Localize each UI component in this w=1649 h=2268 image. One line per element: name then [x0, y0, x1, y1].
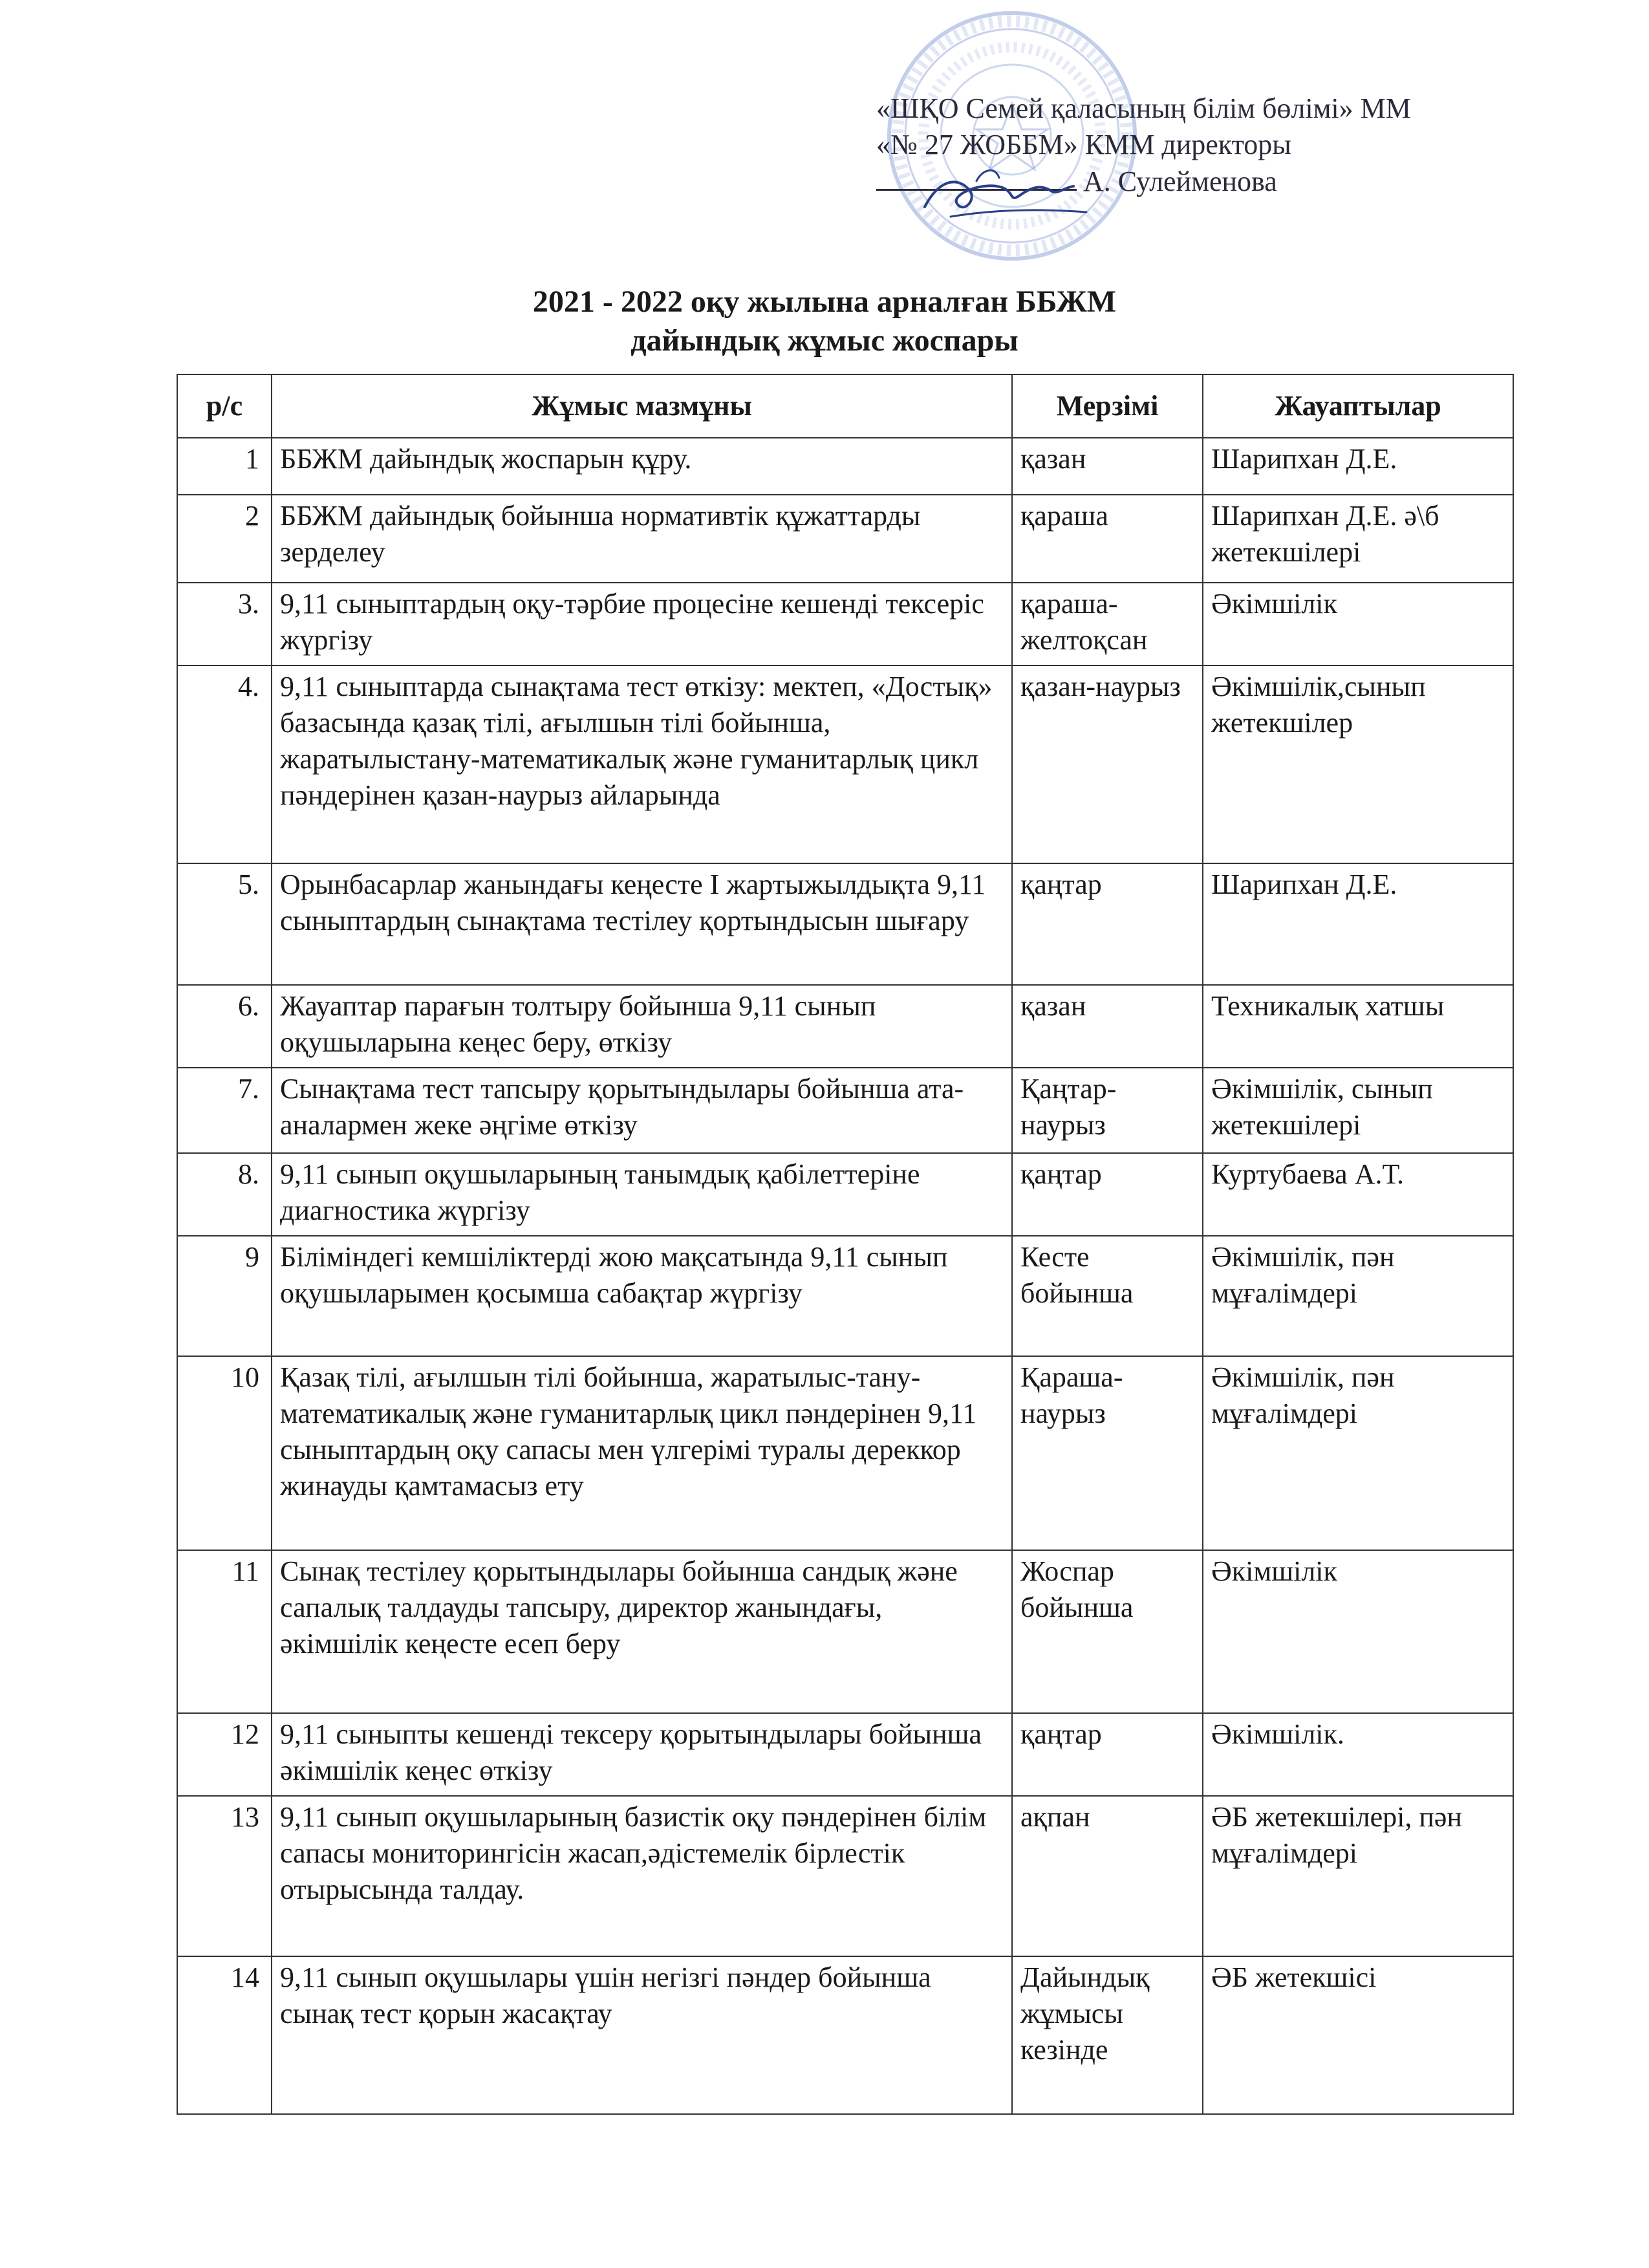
row-content: Сынақ тестілеу қорытындылары бойынша сандық және сапалық талдауды тапсыру, директор жанындағы, әкімшілік кеңесте есеп беру	[272, 1550, 1012, 1713]
row-num: 5.	[177, 863, 272, 985]
row-responsible: Техникалық хатшы	[1203, 985, 1513, 1068]
row-content: 9,11 сыныптардың оқу-тәрбие процесіне кешенді тексеріс жүргізу	[272, 583, 1012, 665]
row-num: 14	[177, 1956, 272, 2114]
document-title: 2021 - 2022 оқу жылына арналған ББЖМ	[532, 285, 1117, 319]
row-term: қазан	[1012, 985, 1203, 1068]
row-responsible: Әкімшілік, пән мұғалімдері	[1203, 1236, 1513, 1356]
row-num: 10	[177, 1356, 272, 1550]
row-term: қаңтар	[1012, 1153, 1203, 1236]
row-num: 4.	[177, 665, 272, 863]
row-num: 2	[177, 495, 272, 583]
row-num: 7.	[177, 1068, 272, 1153]
table-row	[177, 985, 1513, 1068]
header-num: р/с	[177, 374, 272, 438]
row-responsible: Шарипхан Д.Е.	[1203, 863, 1513, 985]
row-responsible: Әкімшілік, сынып жетекшілері	[1203, 1068, 1513, 1153]
row-num: 11	[177, 1550, 272, 1713]
row-num: 3.	[177, 583, 272, 665]
table-row	[177, 1796, 1513, 1956]
header-term: Мерзімі	[1012, 374, 1203, 438]
row-responsible: Әкімшілік	[1203, 1550, 1513, 1713]
table-row	[177, 583, 1513, 665]
row-content: 9,11 сыныптарда сынақтама тест өткізу: мектеп, «Достық» базасында қазақ тілі, ағылшын тілі бойынша, жаратылыстану-математикалық және гуманитарлық цикл пәндерінен қазан-наурыз айларында	[272, 665, 1012, 863]
table-row	[177, 1550, 1513, 1713]
row-term: қараша	[1012, 495, 1203, 583]
approval-position: «№ 27 ЖОББМ» КММ директоры	[876, 129, 1291, 160]
approval-organization: «ШҚО Семей қаласының білім бөлімі» ММ	[876, 92, 1411, 124]
row-content: Біліміндегі кемшіліктерді жою мақсатында 9,11 сынып оқушыларымен қосымша сабақтар жүргізу	[272, 1236, 1012, 1356]
row-responsible: Әкімшілік	[1203, 583, 1513, 665]
row-term: ақпан	[1012, 1796, 1203, 1956]
row-responsible: Шарипхан Д.Е.	[1203, 438, 1513, 495]
row-num: 12	[177, 1713, 272, 1796]
table-row	[177, 495, 1513, 583]
row-num: 1	[177, 438, 272, 495]
row-content: 9,11 сынып оқушыларының базистік оқу пәндерінен білім сапасы мониторингісін жасап,әдістемелік бірлестік отырысында талдау.	[272, 1796, 1012, 1956]
row-content: Сынақтама тест тапсыру қорытындылары бойынша ата-аналармен жеке әңгіме өткізу	[272, 1068, 1012, 1153]
table-row	[177, 438, 1513, 495]
row-responsible: Шарипхан Д.Е. ә\б жетекшілері	[1203, 495, 1513, 583]
header-content: Жұмыс мазмұны	[272, 374, 1012, 438]
row-term: Дайындық жұмысы кезінде	[1012, 1956, 1203, 2114]
row-content: 9,11 сыныпты кешенді тексеру қорытындылары бойынша әкімшілік кеңес өткізу	[272, 1713, 1012, 1796]
row-responsible: Әкімшілік.	[1203, 1713, 1513, 1796]
row-content: 9,11 сынып оқушылары үшін негізгі пәндер бойынша сынақ тест қорын жасақтау	[272, 1956, 1012, 2114]
row-responsible: ӘБ жетекшілері, пән мұғалімдері	[1203, 1796, 1513, 1956]
row-term: қазан	[1012, 438, 1203, 495]
row-responsible: ӘБ жетекшісі	[1203, 1956, 1513, 2114]
row-num: 6.	[177, 985, 272, 1068]
row-num: 9	[177, 1236, 272, 1356]
row-content: Орынбасарлар жанындағы кеңесте I жартыжылдықта 9,11 сыныптардың сынақтама тестілеу қортындысын шығару	[272, 863, 1012, 985]
table-row	[177, 1236, 1513, 1356]
row-term: қазан-наурыз	[1012, 665, 1203, 863]
table-row	[177, 1713, 1513, 1796]
header-responsible: Жауаптылар	[1203, 374, 1513, 438]
row-term: Қаңтар-наурыз	[1012, 1068, 1203, 1153]
table-row	[177, 665, 1513, 863]
approval-signer-name: А. Сулейменова	[1083, 166, 1277, 197]
row-term: қаңтар	[1012, 1713, 1203, 1796]
row-term: Кесте бойынша	[1012, 1236, 1203, 1356]
row-responsible: Әкімшілік, пән мұғалімдері	[1203, 1356, 1513, 1550]
table-row	[177, 1956, 1513, 2114]
row-responsible: Әкімшілік,сынып жетекшілер	[1203, 665, 1513, 863]
work-plan-table	[177, 374, 1514, 2115]
table-row	[177, 1068, 1513, 1153]
row-term: Жоспар бойынша	[1012, 1550, 1203, 1713]
handwritten-signature-icon	[912, 155, 1106, 226]
document-subtitle: дайындық жұмыс жоспары	[630, 323, 1018, 358]
row-content: Жауаптар парағын толтыру бойынша 9,11 сынып оқушыларына кеңес беру, өткізу	[272, 985, 1012, 1068]
row-term: қаңтар	[1012, 863, 1203, 985]
row-term: қараша-желтоқсан	[1012, 583, 1203, 665]
table-row	[177, 863, 1513, 985]
row-content: Қазақ тілі, ағылшын тілі бойынша, жаратылыс-тану-математикалық және гуманитарлық цикл пәндерінен 9,11 сыныптардың оқу сапасы мен үлгерімі туралы дереккор жинауды қамтамасыз ету	[272, 1356, 1012, 1550]
row-content: ББЖМ дайындық жоспарын құру.	[272, 438, 1012, 495]
row-responsible: Куртубаева А.Т.	[1203, 1153, 1513, 1236]
row-term: Қараша-наурыз	[1012, 1356, 1203, 1550]
row-num: 13	[177, 1796, 272, 1956]
table-row	[177, 1356, 1513, 1550]
row-num: 8.	[177, 1153, 272, 1236]
table-header-row	[177, 374, 1513, 438]
table-row	[177, 1153, 1513, 1236]
row-content: ББЖМ дайындық бойынша нормативтік құжаттарды зерделеу	[272, 495, 1012, 583]
row-content: 9,11 сынып оқушыларының танымдық қабілеттеріне диагностика жүргізу	[272, 1153, 1012, 1236]
